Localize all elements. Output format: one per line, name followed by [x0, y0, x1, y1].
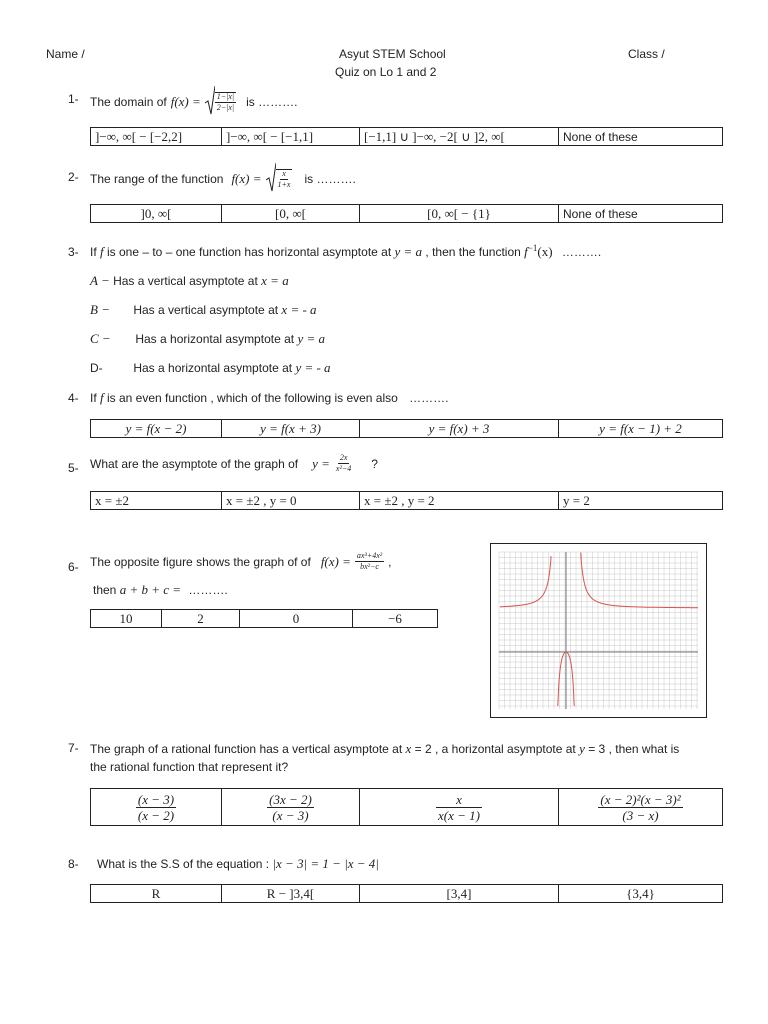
choice-letter: C −: [90, 331, 111, 346]
option-fraction: [436, 793, 482, 822]
choice-letter: D-: [90, 361, 103, 375]
q3-prompt: [90, 243, 601, 260]
q7-number: 7-: [68, 741, 79, 755]
q4-options: [90, 419, 723, 438]
q7-option-b[interactable]: [222, 789, 360, 826]
q3-choice-b[interactable]: [90, 302, 317, 318]
choice-eq: x = a: [261, 273, 289, 288]
q7-options: [90, 788, 723, 826]
q7-text-a: The graph of a rational function has a vertical asymptote at: [90, 742, 403, 756]
q7-option-a[interactable]: [91, 789, 222, 826]
q2-option-d[interactable]: None of these: [559, 205, 723, 223]
q5-frac-num: 2x: [339, 453, 348, 462]
frac-num: (x − 2)²(x − 3)²: [600, 791, 681, 807]
frac-num: (3x − 2): [269, 791, 312, 807]
q2-sqrt: [266, 162, 276, 195]
q1-fraction: [215, 92, 236, 112]
q2-func: f(x) =: [231, 170, 262, 186]
q1-frac-num: 1−|x|: [216, 91, 235, 101]
q6-then: then: [93, 583, 117, 597]
q4-f: f: [100, 390, 104, 405]
q7-y: y: [579, 741, 585, 756]
q3-number: 3-: [68, 245, 79, 259]
frac-den: x(x − 1): [438, 807, 480, 823]
frac-den: (3 − x): [622, 807, 659, 823]
q2-fraction: [276, 169, 293, 189]
q2-prompt: [90, 162, 356, 195]
q6-option-b[interactable]: 2: [162, 610, 240, 628]
q3-choice-d[interactable]: [90, 360, 331, 376]
q3-finv-sup: −1: [527, 243, 538, 253]
q4-text-body: is an even function , which of the following is even also: [106, 391, 398, 405]
q5-option-c[interactable]: x = ±2 , y = 2: [360, 492, 559, 510]
rational-function-graph: [491, 544, 706, 717]
q3-choice-c[interactable]: [90, 331, 325, 347]
choice-text: Has a horizontal asymptote at: [135, 332, 295, 346]
q6-text: The opposite figure shows the graph of of: [90, 554, 311, 569]
q6-sum-eq: a + b + c =: [119, 582, 182, 597]
q6-frac-den: bx²−c: [360, 562, 379, 571]
q7-line1: [90, 741, 679, 757]
q3-finv-arg: (x): [537, 244, 553, 259]
q1-number: 1-: [68, 92, 79, 106]
q1-option-a[interactable]: ]−∞, ∞[ − [−2,2]: [91, 128, 222, 146]
q1-options: [90, 127, 723, 146]
radical-sign: [205, 85, 215, 115]
frac-den: (x − 3): [272, 807, 309, 823]
q1-prompt: [90, 85, 297, 118]
frac-num: x: [436, 793, 482, 808]
q4-text-if: If: [90, 391, 97, 405]
q4-option-a[interactable]: y = f(x − 2): [91, 420, 222, 438]
q8-prompt: [97, 856, 379, 872]
q6-options: [90, 609, 438, 628]
q2-frac-num: x: [282, 168, 286, 178]
q1-option-c[interactable]: [−1,1] ∪ ]−∞, −2[ ∪ ]2, ∞[: [360, 128, 559, 146]
q5-y-eq: y =: [312, 455, 330, 471]
q5-fraction: [334, 454, 353, 473]
q7-text-c: = 3 , then what is: [588, 742, 680, 756]
q5-option-d[interactable]: y = 2: [559, 492, 723, 510]
q3-finv: f: [524, 244, 528, 259]
q7-option-d[interactable]: [559, 789, 723, 826]
class-label: Class /: [628, 47, 665, 61]
q1-func: f(x) =: [170, 93, 201, 109]
q3-f: f: [100, 244, 104, 259]
q6-fraction: [355, 552, 384, 571]
q1-prefix: The domain of: [90, 94, 167, 109]
curve-left-branch: [500, 556, 551, 607]
q1-sqrt: [205, 85, 215, 118]
q7-x: x: [405, 741, 412, 756]
q8-eq: |x − 3| = 1 − |x − 4|: [272, 856, 379, 871]
q2-frac-den: 1+x: [277, 179, 291, 189]
q6-line2: [93, 582, 228, 598]
q6-func: f(x) =: [320, 553, 351, 569]
q2-option-a[interactable]: ]0, ∞[: [91, 205, 222, 223]
choice-text: Has a vertical asymptote at: [113, 274, 258, 288]
q1-frac-den: 2−|x|: [216, 102, 235, 112]
q6-comma: ,: [388, 554, 392, 569]
q3-text-then: , then the function: [425, 245, 521, 259]
q8-option-c[interactable]: [3,4]: [360, 885, 559, 903]
q4-option-d[interactable]: y = f(x − 1) + 2: [559, 420, 723, 438]
q4-number: 4-: [68, 391, 79, 405]
q5-frac-den: x²−4: [335, 464, 352, 473]
q6-option-d[interactable]: −6: [353, 610, 438, 628]
q1-option-b[interactable]: ]−∞, ∞[ − [−1,1]: [222, 128, 360, 146]
option-fraction: [598, 793, 682, 822]
q3-text-body: is one – to – one function has horizontal asymptote at: [106, 245, 392, 259]
quiz-title: Quiz on Lo 1 and 2: [335, 65, 437, 79]
q8-options: [90, 884, 723, 903]
q8-option-b[interactable]: R − ]3,4[: [222, 885, 360, 903]
q6-option-c[interactable]: 0: [240, 610, 353, 628]
radical-sign: [266, 162, 276, 192]
q2-prefix: The range of the function: [90, 171, 224, 186]
q7-option-c[interactable]: [360, 789, 559, 826]
q1-option-d[interactable]: None of these: [559, 128, 723, 146]
frac-den: (x − 2): [137, 807, 175, 823]
q4-prompt: [90, 390, 449, 406]
q2-suffix: is ……….: [304, 171, 356, 186]
q8-number: 8-: [68, 857, 79, 871]
q2-options: [90, 204, 723, 223]
q6-dots: ……….: [188, 583, 228, 597]
q2-number: 2-: [68, 170, 79, 184]
choice-text: Has a horizontal asymptote at: [133, 361, 293, 375]
choice-eq: x = - a: [281, 302, 317, 317]
q3-dots: ……….: [561, 245, 602, 259]
q8-option-a[interactable]: R: [91, 885, 222, 903]
q5-options: [90, 491, 723, 510]
q2-option-b[interactable]: [0, ∞[: [222, 205, 360, 223]
q1-suffix: is ……….: [246, 94, 298, 109]
choice-eq: y = - a: [295, 360, 331, 375]
choice-letter: B −: [90, 302, 110, 317]
q3-text-if: If: [90, 245, 97, 259]
q3-eq: y = a: [394, 244, 423, 259]
option-fraction: [267, 793, 314, 822]
q6-prompt: [90, 552, 392, 571]
q7-text-b: = 2 , a horizontal asymptote at: [414, 742, 576, 756]
q4-dots: ……….: [409, 391, 449, 405]
frac-num: (x − 3): [137, 791, 175, 807]
option-fraction: [136, 793, 176, 822]
q5-text: What are the asymptote of the graph of: [90, 456, 299, 471]
q4-option-b[interactable]: y = f(x + 3): [222, 420, 360, 438]
name-label: Name /: [46, 47, 85, 61]
school-name: Asyut STEM School: [339, 47, 446, 61]
choice-letter: A −: [90, 273, 110, 288]
q8-text: What is the S.S of the equation :: [97, 857, 270, 871]
q8-option-d[interactable]: {3,4}: [559, 885, 723, 903]
q5-option-b[interactable]: x = ±2 , y = 0: [222, 492, 360, 510]
q5-prompt: [90, 454, 378, 473]
q4-option-c[interactable]: y = f(x) + 3: [360, 420, 559, 438]
q5-number: 5-: [68, 461, 79, 475]
q2-option-c[interactable]: [0, ∞[ − {1}: [360, 205, 559, 223]
q3-choice-a[interactable]: [90, 273, 289, 289]
q6-frac-num: ax³+4x²: [356, 551, 383, 560]
choice-text: Has a vertical asymptote at: [133, 303, 279, 317]
q6-option-a[interactable]: 10: [91, 610, 162, 628]
q5-option-a[interactable]: x = ±2: [91, 492, 222, 510]
q5-qmark: ?: [371, 456, 378, 471]
q6-number: 6-: [68, 560, 79, 574]
q7-line2: the rational function that represent it?: [90, 760, 289, 774]
q6-graph-figure: [490, 543, 707, 718]
choice-eq: y = a: [297, 331, 325, 346]
